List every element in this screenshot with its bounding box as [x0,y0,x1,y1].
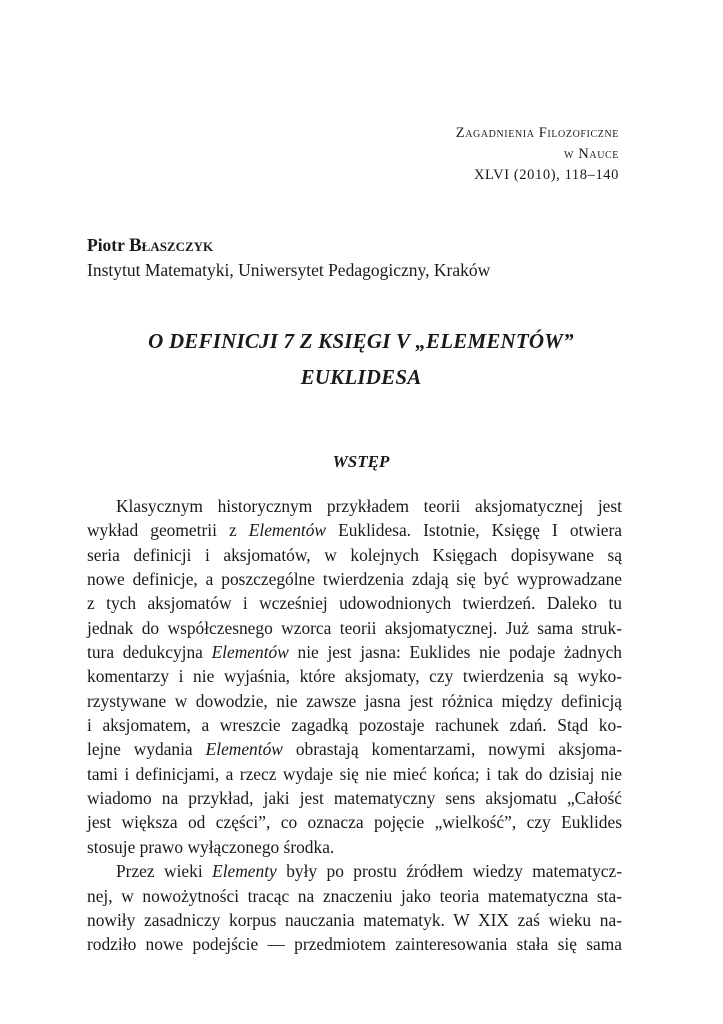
paragraph [87,859,622,956]
text-segment: jest większa od części”, co oznacza pojęcie „wielkość”, czy Euklides [87,812,622,833]
text-segment: lejne wydania [87,739,206,760]
text-segment: nie jest jasna: Euklides nie podaje żadnych [288,642,622,663]
text-segment: nowiły zasadniczy korpus nauczania matematyk. W XIX zaś wieku na- [87,909,622,930]
text-segment: wiadomo na przykład, jaki jest matematyczny sens aksjomatu „Całość [87,788,622,809]
journal-name-line1: Zagadnienia Filozoficzne [455,125,619,141]
author-surname: Błaszczyk [128,235,214,256]
text-segment: rzystywane w dowodzie, nie zawsze jasna jest różnica między definicją [87,690,622,711]
text-line [87,908,622,932]
text-segment: jednak do współczesnego wzorca teorii aksjomatycznej. Już sama struk- [87,617,622,638]
section-heading: WSTĘP [332,452,390,471]
text-segment: wykład geometrii z [87,520,249,541]
paragraph [87,494,622,859]
author-block [87,233,490,282]
text-line [87,616,622,640]
emphasis-text: Elementów [211,642,289,663]
text-segment: nowe definicje, a poszczególne twierdzenia zdają się być wyprowadzane [87,569,622,590]
text-segment: Euklidesa. Istotnie, Księgę I otwiera [326,520,622,541]
text-segment: seria definicji i aksjomatów, w kolejnych Księgach dopisywane są [87,544,622,565]
text-segment: stosuje prawo wyłączonego środka. [87,836,335,857]
author-affiliation: Instytut Matematyki, Uniwersytet Pedagogiczny, Kraków [87,260,491,280]
text-line [87,543,622,567]
text-segment: Klasycznym historycznym przykładem teorii aksjomatycznej jest [116,496,622,516]
text-line [87,762,622,786]
text-segment: tura dedukcyjna [87,642,212,663]
text-line [87,884,622,908]
text-line [87,932,622,956]
text-line [87,859,622,883]
text-line [87,810,622,834]
text-line [87,689,622,713]
text-segment: komentarzy i nie wyjaśnia, które aksjomaty, czy twierdzenia są wyko- [87,666,622,687]
journal-volume-pages: XLVI (2010), 118–140 [473,167,619,183]
text-segment: były po prostu źródłem wiedzy matematycz- [276,861,622,882]
text-line [87,591,622,615]
text-line [87,518,622,542]
text-line [87,567,622,591]
text-segment: i aksjomatem, a wreszcie zagadką pozostaje rachunek zdań. Stąd ko- [87,715,622,736]
text-segment: Przez wieki [116,861,213,882]
article-title [87,323,635,395]
emphasis-text: Elementy [212,861,277,882]
journal-header [456,123,619,186]
text-line [87,737,622,761]
text-line [87,664,622,688]
article-title-line1: O DEFINICJI 7 Z KSIĘGI V „ELEMENTÓW” [148,329,574,353]
author-name [87,233,490,258]
emphasis-text: Elementów [205,739,283,760]
text-segment: tami i definicjami, a rzecz wydaje się nie mieć końca; i tak do dzisiaj nie [87,763,622,784]
text-line [87,786,622,810]
text-line [87,835,622,859]
text-line [87,494,622,518]
emphasis-text: Elementów [248,520,327,541]
text-segment: nej, w nowożytności tracąc na znaczeniu jako teoria matematyczna sta- [87,885,622,906]
text-line [87,713,622,737]
text-segment: obrastają komentarzami, nowymi aksjoma- [282,739,623,760]
body-text [87,494,622,957]
text-line [87,640,622,664]
text-segment: rodziło nowe podejście — przedmiotem zainteresowania stała się sama [87,934,622,955]
article-title-line2: EUKLIDESA [300,365,422,389]
journal-name-line2: w Nauce [564,146,619,162]
text-segment: z tych aksjomatów i wcześniej udowodnionych twierdzeń. Daleko tu [87,593,622,614]
author-first-name: Piotr [87,235,125,255]
